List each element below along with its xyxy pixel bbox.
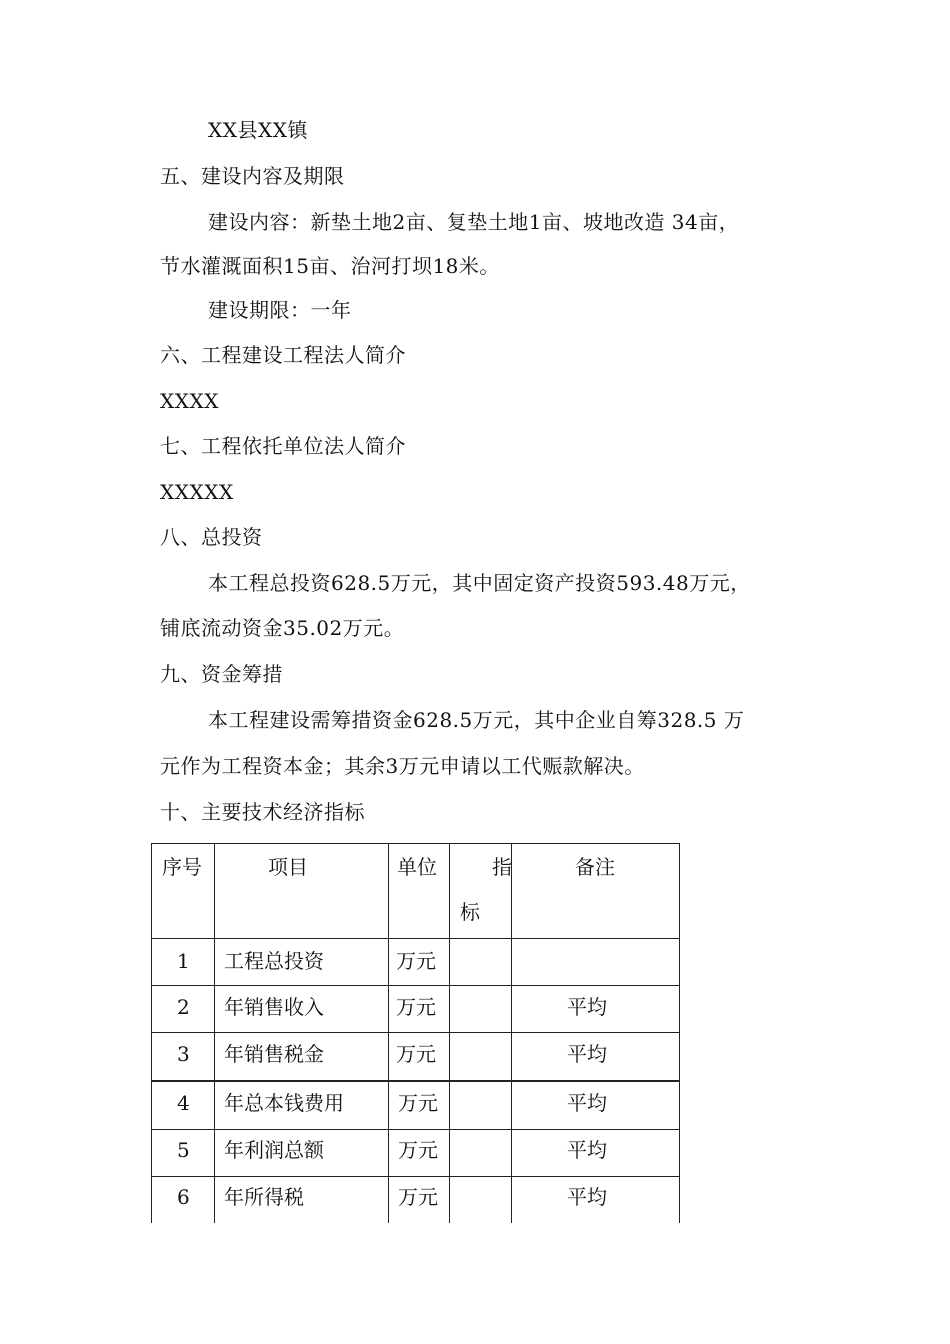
construction-content-line-2: 节水灌溉面积15亩、治河打坝18米。 bbox=[160, 254, 500, 278]
host-unit-intro: XXXXX bbox=[160, 480, 234, 504]
total-investment-line-2: 铺底流动资金35.02万元。 bbox=[160, 616, 405, 640]
row-2-no: 2 bbox=[177, 995, 190, 1019]
row-1-unit: 万元 bbox=[396, 949, 436, 973]
row-3-item: 年销售税金 bbox=[224, 1042, 324, 1066]
section-6-heading: 六、工程建设工程法人简介 bbox=[160, 343, 406, 367]
row-3-unit: 万元 bbox=[396, 1042, 436, 1066]
row-4-no: 4 bbox=[177, 1091, 190, 1115]
total-investment-line-1: 本工程总投资628.5万元，其中固定资产投资593.48万元， bbox=[208, 571, 751, 595]
row-6-note: 平均 bbox=[567, 1185, 607, 1209]
row-4-item: 年总本钱费用 bbox=[224, 1091, 344, 1115]
funding-line-1: 本工程建设需筹措资金628.5万元，其中企业自筹328.5 万 bbox=[208, 708, 745, 732]
header-index-part-1: 指 bbox=[492, 855, 512, 879]
legal-person-intro: XXXX bbox=[160, 389, 219, 413]
row-3-no: 3 bbox=[177, 1042, 190, 1066]
row-4-unit: 万元 bbox=[398, 1091, 438, 1115]
location-line: XX县XX镇 bbox=[208, 118, 308, 142]
row-5-unit: 万元 bbox=[398, 1138, 438, 1162]
row-3-note: 平均 bbox=[567, 1042, 607, 1066]
row-2-item: 年销售收入 bbox=[224, 995, 324, 1019]
row-1-no: 1 bbox=[177, 949, 190, 973]
row-4-note: 平均 bbox=[567, 1091, 607, 1115]
section-8-heading: 八、总投资 bbox=[160, 525, 263, 549]
row-2-unit: 万元 bbox=[396, 995, 436, 1019]
section-9-heading: 九、资金筹措 bbox=[160, 662, 283, 686]
header-no: 序号 bbox=[162, 855, 202, 879]
row-5-no: 5 bbox=[177, 1138, 190, 1162]
row-6-no: 6 bbox=[177, 1185, 190, 1209]
construction-content-line-1: 建设内容：新垫土地2亩、复垫土地1亩、坡地改造 34亩， bbox=[208, 210, 740, 234]
row-5-note: 平均 bbox=[567, 1138, 607, 1162]
row-2-note: 平均 bbox=[567, 995, 607, 1019]
economic-indicators-table bbox=[151, 843, 680, 1223]
construction-period: 建设期限：一年 bbox=[208, 298, 352, 322]
row-5-item: 年利润总额 bbox=[224, 1138, 324, 1162]
header-index-part-2: 标 bbox=[460, 900, 480, 924]
row-6-item: 年所得税 bbox=[224, 1185, 304, 1209]
section-5-heading: 五、建设内容及期限 bbox=[160, 164, 345, 188]
row-6-unit: 万元 bbox=[398, 1185, 438, 1209]
header-item: 项目 bbox=[268, 855, 308, 879]
row-1-item: 工程总投资 bbox=[224, 949, 324, 973]
funding-line-2: 元作为工程资本金；其余3万元申请以工代赈款解决。 bbox=[160, 754, 645, 778]
section-7-heading: 七、工程依托单位法人简介 bbox=[160, 434, 406, 458]
header-note: 备注 bbox=[575, 855, 615, 879]
section-10-heading: 十、主要技术经济指标 bbox=[160, 800, 365, 824]
header-unit: 单位 bbox=[397, 855, 437, 879]
